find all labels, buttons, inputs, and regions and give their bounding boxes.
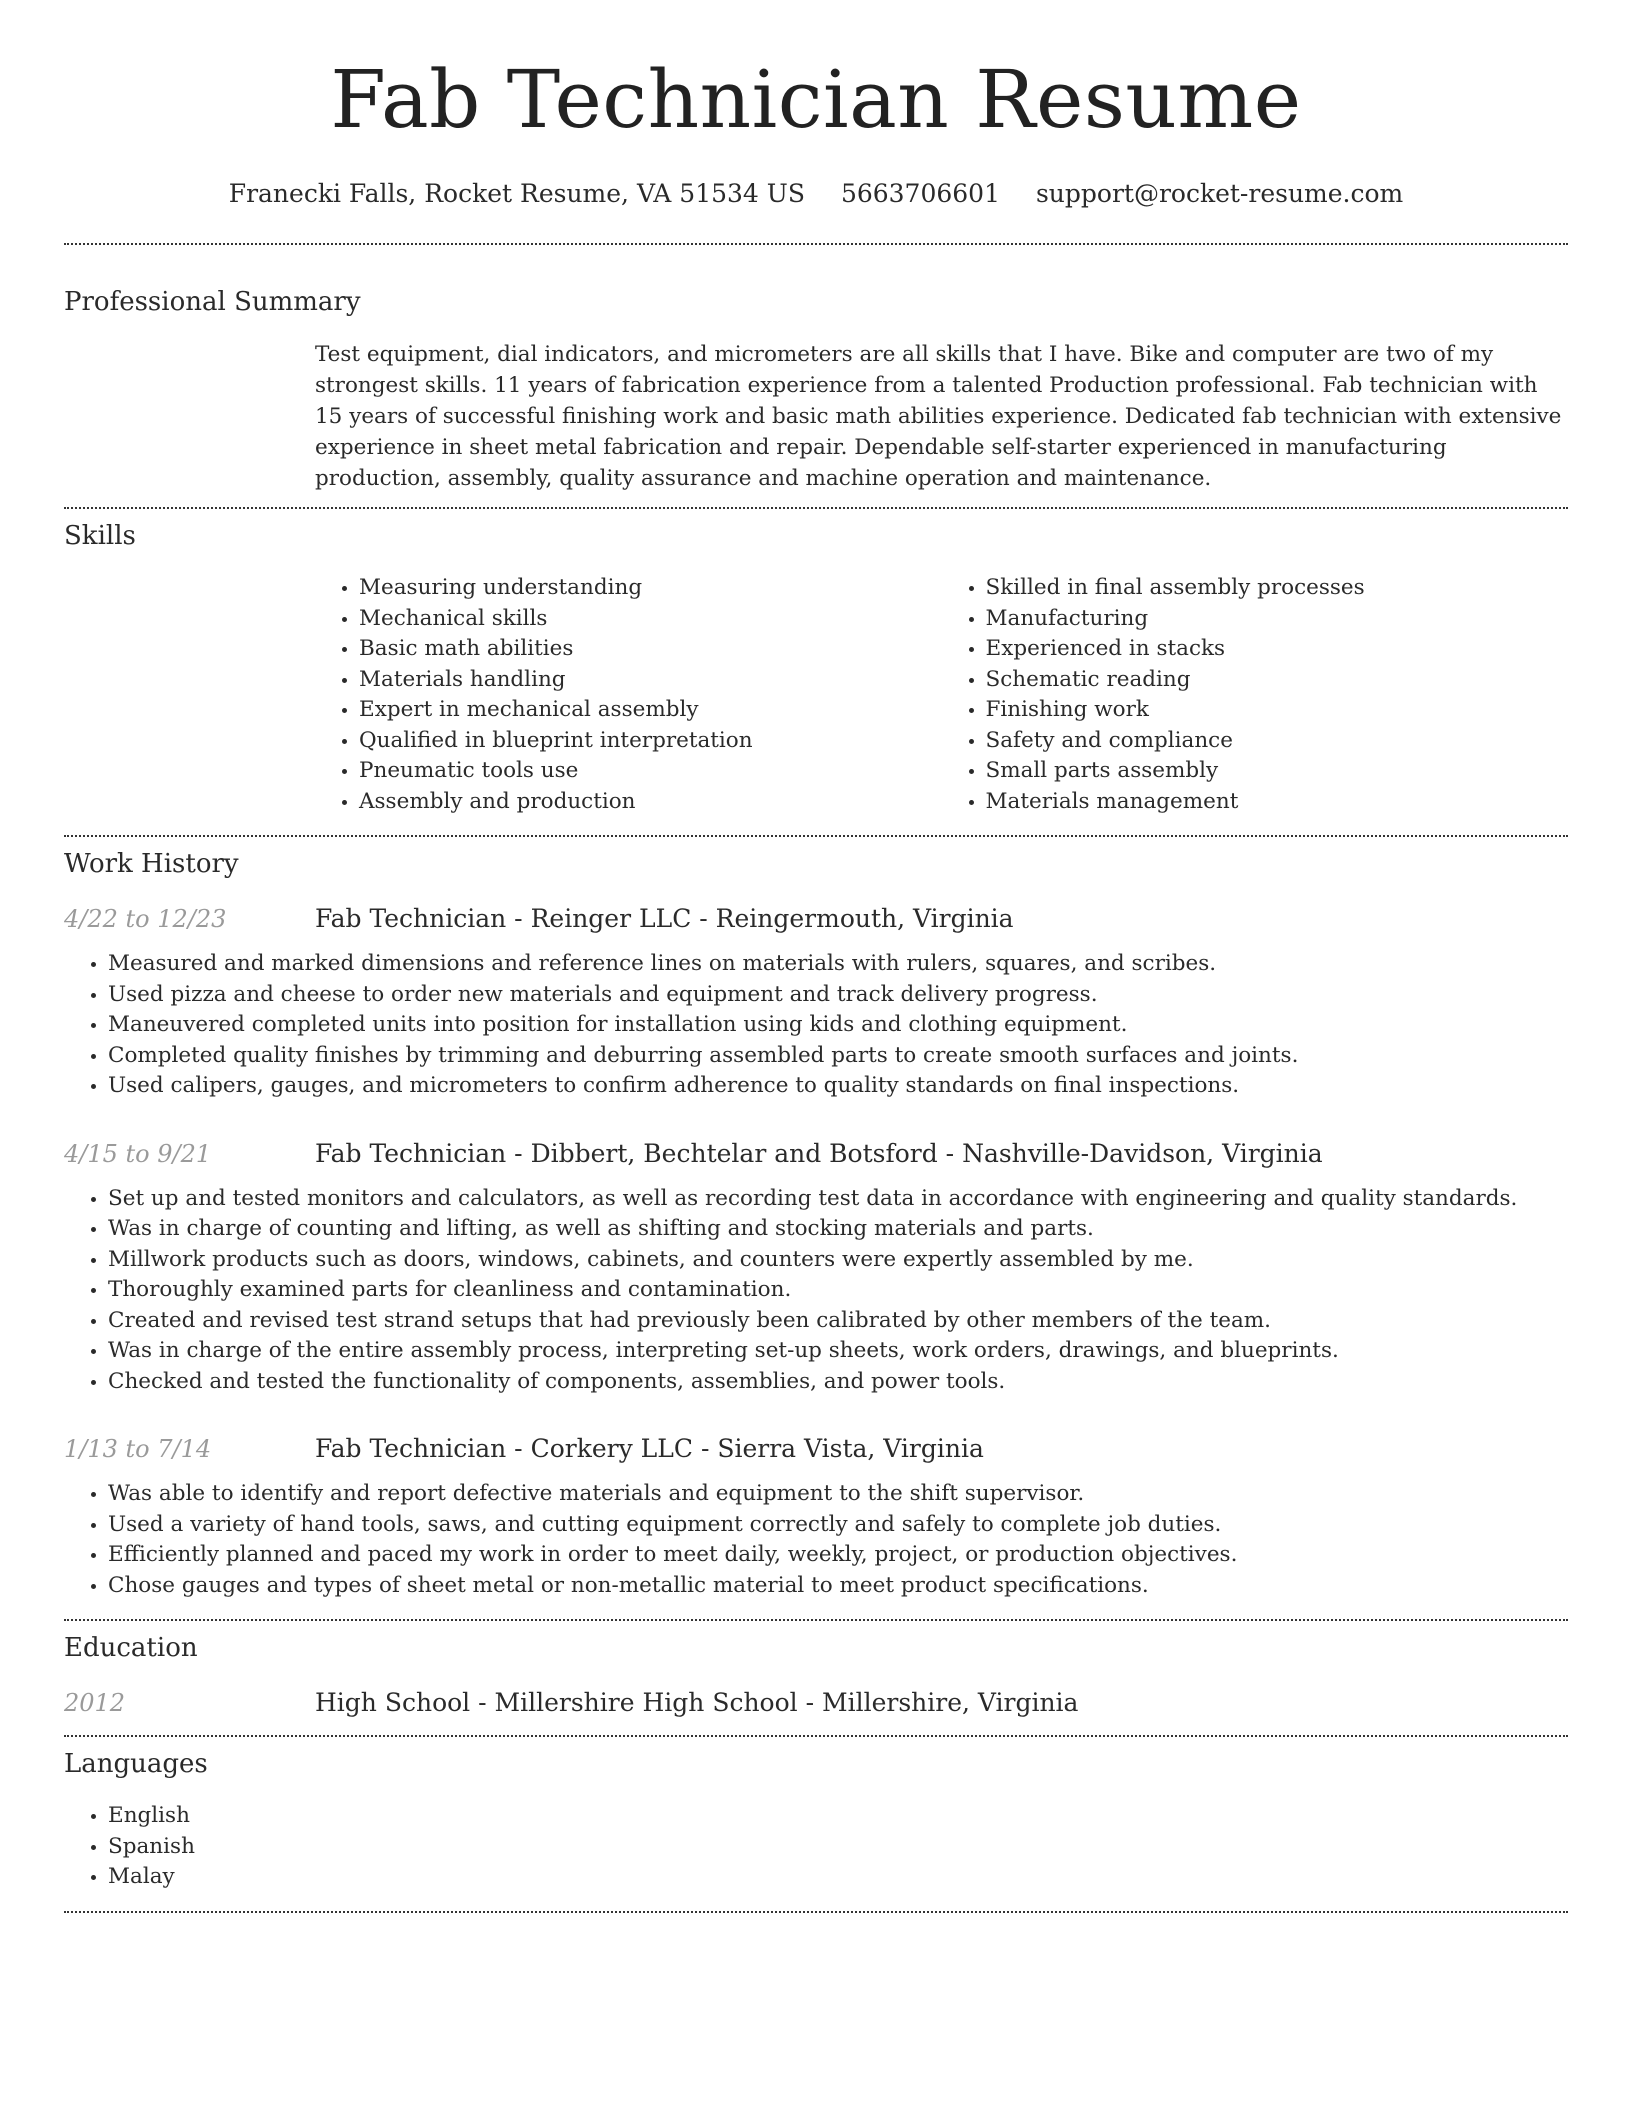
education-heading: Education bbox=[64, 1633, 198, 1663]
education-section bbox=[64, 1631, 1568, 1719]
skill-item: • Materials management bbox=[986, 787, 1569, 818]
page-title: Fab Technician Resume bbox=[330, 53, 1302, 146]
job-bullets bbox=[64, 1479, 1568, 1601]
skill-item: • Measuring understanding bbox=[359, 573, 942, 604]
job-bullet: • Completed quality finishes by trimming and deburring assembled parts to create smooth surfaces and joints. bbox=[108, 1041, 1568, 1072]
job-bullet: • Was in charge of the entire assembly process, interpreting set-up sheets, work orders, drawings, and blueprints. bbox=[108, 1336, 1568, 1367]
education-title: High School - Millershire High School - Millershire, Virginia bbox=[315, 1688, 1079, 1717]
divider bbox=[64, 1619, 1568, 1621]
skill-item: • Materials handling bbox=[359, 665, 942, 696]
job-bullet: • Created and revised test strand setups that had previously been calibrated by other members of the team. bbox=[108, 1306, 1568, 1337]
skill-item: • Schematic reading bbox=[986, 665, 1569, 696]
skill-item: • Expert in mechanical assembly bbox=[359, 695, 942, 726]
skills-heading: Skills bbox=[64, 521, 136, 551]
skill-item: • Finishing work bbox=[986, 695, 1569, 726]
job-bullet: • Was in charge of counting and lifting, as well as shifting and stocking materials and parts. bbox=[108, 1214, 1568, 1245]
education-year: 2012 bbox=[64, 1689, 126, 1717]
languages-list bbox=[64, 1801, 1568, 1893]
skills-list-left bbox=[315, 573, 942, 817]
skill-item: • Skilled in final assembly processes bbox=[986, 573, 1569, 604]
language-item: • English bbox=[108, 1801, 1568, 1832]
divider bbox=[64, 1911, 1568, 1913]
job-title: Fab Technician - Reinger LLC - Reingermouth, Virginia bbox=[315, 904, 1014, 933]
skill-item: • Qualified in blueprint interpretation bbox=[359, 726, 942, 757]
job-bullet: • Used calipers, gauges, and micrometers to confirm adherence to quality standards on final inspections. bbox=[108, 1071, 1568, 1102]
skill-item: • Basic math abilities bbox=[359, 634, 942, 665]
skills-list-right bbox=[942, 573, 1569, 817]
skills-columns bbox=[315, 573, 1568, 817]
summary-text: Test equipment, dial indicators, and micrometers are all skills that I have. Bike and computer are two of my strongest skills. 11 years of fabrication experience from a talented Production professional. Fab technician with 15 years of successful finishing work and basic math abilities experience. Dedicated fab technician with extensive experience in sheet metal fabrication and repair. Dependable self-starter experienced in manufacturing production, assembly, quality assurance and machine operation and maintenance. bbox=[315, 342, 1562, 491]
skills-section bbox=[64, 519, 1568, 817]
job-dates: 4/22 to 12/23 bbox=[64, 905, 227, 933]
job-bullet: • Measured and marked dimensions and reference lines on materials with rulers, squares, and scribes. bbox=[108, 949, 1568, 980]
languages-heading: Languages bbox=[64, 1749, 208, 1779]
summary-heading: Professional Summary bbox=[64, 287, 361, 317]
job-bullet: • Chose gauges and types of sheet metal or non-metallic material to meet product specifications. bbox=[108, 1571, 1568, 1602]
resume-page bbox=[64, 0, 1568, 1913]
job-entry bbox=[64, 1433, 1568, 1601]
contact-phone: 5663706601 bbox=[840, 179, 1000, 208]
skill-item: • Manufacturing bbox=[986, 604, 1569, 635]
language-item: • Malay bbox=[108, 1862, 1568, 1893]
job-dates: 1/13 to 7/14 bbox=[64, 1435, 212, 1463]
divider bbox=[64, 835, 1568, 837]
divider bbox=[64, 507, 1568, 509]
job-bullet: • Was able to identify and report defective materials and equipment to the shift supervisor. bbox=[108, 1479, 1568, 1510]
skill-item: • Assembly and production bbox=[359, 787, 942, 818]
skill-item: • Mechanical skills bbox=[359, 604, 942, 635]
skill-item: • Small parts assembly bbox=[986, 756, 1569, 787]
contact-email[interactable]: support@rocket-resume.com bbox=[1035, 179, 1404, 208]
job-bullet: • Maneuvered completed units into position for installation using kids and clothing equipment. bbox=[108, 1010, 1568, 1041]
divider bbox=[64, 1735, 1568, 1737]
divider bbox=[64, 243, 1568, 245]
job-entry bbox=[64, 1138, 1568, 1398]
languages-section bbox=[64, 1747, 1568, 1893]
contact-info bbox=[64, 178, 1568, 210]
job-bullet: • Used a variety of hand tools, saws, and cutting equipment correctly and safely to complete job duties. bbox=[108, 1510, 1568, 1541]
skill-item: • Experienced in stacks bbox=[986, 634, 1569, 665]
skill-item: • Pneumatic tools use bbox=[359, 756, 942, 787]
job-bullet: • Thoroughly examined parts for cleanliness and contamination. bbox=[108, 1275, 1568, 1306]
contact-address: Franecki Falls, Rocket Resume, VA 51534 US bbox=[228, 179, 805, 208]
job-bullet: • Millwork products such as doors, windows, cabinets, and counters were expertly assembled by me. bbox=[108, 1245, 1568, 1276]
job-bullet: • Efficiently planned and paced my work in order to meet daily, weekly, project, or production objectives. bbox=[108, 1540, 1568, 1571]
job-dates: 4/15 to 9/21 bbox=[64, 1139, 212, 1168]
job-title: Fab Technician - Corkery LLC - Sierra Vista, Virginia bbox=[315, 1434, 984, 1463]
job-bullets bbox=[64, 949, 1568, 1102]
job-bullet: • Checked and tested the functionality of components, assemblies, and power tools. bbox=[108, 1367, 1568, 1398]
work-history-section bbox=[64, 847, 1568, 1601]
job-bullet: • Used pizza and cheese to order new materials and equipment and track delivery progress. bbox=[108, 980, 1568, 1011]
job-bullet: • Set up and tested monitors and calculators, as well as recording test data in accordance with engineering and quality standards. bbox=[108, 1184, 1568, 1215]
language-item: • Spanish bbox=[108, 1832, 1568, 1863]
job-entry bbox=[64, 903, 1568, 1102]
job-title: Fab Technician - Dibbert, Bechtelar and Botsford - Nashville-Davidson, Virginia bbox=[315, 1138, 1323, 1168]
summary-section bbox=[64, 285, 1568, 494]
work-history-heading: Work History bbox=[64, 849, 239, 879]
job-bullets bbox=[64, 1184, 1568, 1398]
skill-item: • Safety and compliance bbox=[986, 726, 1569, 757]
